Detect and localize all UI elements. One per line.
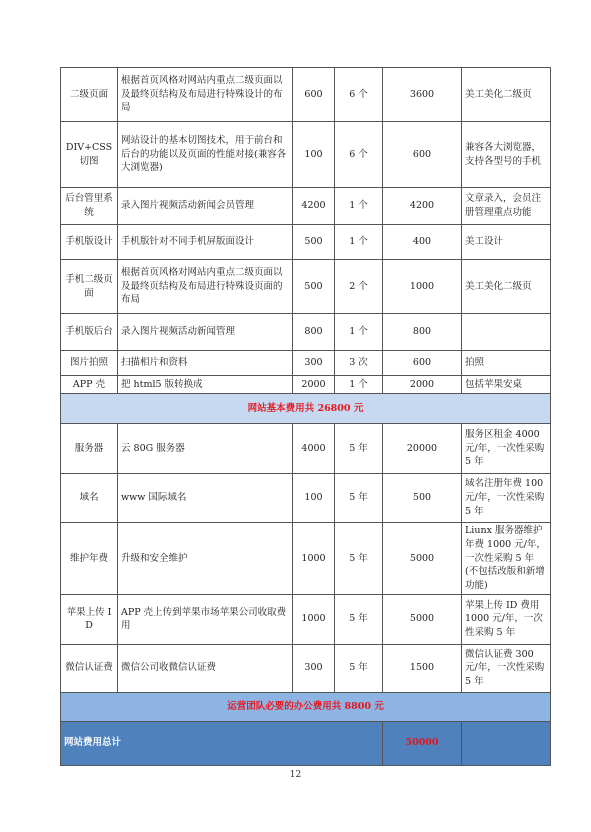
subtotal: 1000 — [383, 260, 462, 314]
quantity: 6 个 — [335, 122, 383, 188]
remark: 苹果上传 ID 费用 1000 元/年，一次性采购 5 年 — [462, 594, 551, 644]
item-name: 后台管里系统 — [61, 188, 118, 225]
subtotal: 1500 — [383, 644, 462, 692]
table-row — [61, 376, 551, 394]
table-row — [61, 523, 551, 595]
item-name: DIV+CSS 切图 — [61, 122, 118, 188]
item-description: 网站设计的基本切图技术，用于前台和后台的功能以及页面的性能对接(兼容各大浏览器) — [118, 122, 293, 188]
item-name: 图片拍照 — [61, 351, 118, 376]
table-row — [61, 68, 551, 122]
item-description: 升级和安全维护 — [118, 523, 293, 595]
table-row — [61, 351, 551, 376]
quantity: 5 年 — [335, 474, 383, 523]
remark: 文章录入，会员注册管理重点功能 — [462, 188, 551, 225]
item-name: 手机版后台 — [61, 314, 118, 351]
remark: 包括苹果安桌 — [462, 376, 551, 394]
item-description: www 国际域名 — [118, 474, 293, 523]
remark: 美工设计 — [462, 225, 551, 260]
unit-price: 100 — [293, 122, 335, 188]
basic-fee-summary-row — [61, 394, 551, 424]
table-row — [61, 474, 551, 523]
subtotal: 600 — [383, 122, 462, 188]
subtotal: 4200 — [383, 188, 462, 225]
quantity: 5 年 — [335, 644, 383, 692]
table-row — [61, 122, 551, 188]
unit-price: 300 — [293, 351, 335, 376]
item-description: 扫描相片和资料 — [118, 351, 293, 376]
item-description: 根据首页风格对网站内重点二级页面以及最终页结构及布局进行特殊设页面的布局 — [118, 260, 293, 314]
item-name: 域名 — [61, 474, 118, 523]
item-name: APP 壳 — [61, 376, 118, 394]
quantity: 3 次 — [335, 351, 383, 376]
remark: 拍照 — [462, 351, 551, 376]
item-description: 云 80G 服务器 — [118, 424, 293, 474]
item-description: 录入图片视频活动新闻管理 — [118, 314, 293, 351]
table-row — [61, 424, 551, 474]
unit-price: 800 — [293, 314, 335, 351]
item-name: 微信认证费 — [61, 644, 118, 692]
quantity: 5 年 — [335, 523, 383, 595]
quantity: 1 个 — [335, 188, 383, 225]
grand-total-row — [61, 721, 551, 765]
item-description: 手机版针对不同手机屏版面设计 — [118, 225, 293, 260]
unit-price: 4000 — [293, 424, 335, 474]
subtotal: 5000 — [383, 594, 462, 644]
remark: 微信认证费 300 元/年，一次性采购 5 年 — [462, 644, 551, 692]
remark: 美工美化二级页 — [462, 260, 551, 314]
grand-total-empty-cell — [462, 721, 551, 765]
item-name: 服务器 — [61, 424, 118, 474]
remark: 域名注册年费 100 元/年，一次性采购 5 年 — [462, 474, 551, 523]
item-name: 二级页面 — [61, 68, 118, 122]
item-name: 手机二级页面 — [61, 260, 118, 314]
quantity: 6 个 — [335, 68, 383, 122]
subtotal: 500 — [383, 474, 462, 523]
item-name: 手机版设计 — [61, 225, 118, 260]
unit-price: 100 — [293, 474, 335, 523]
unit-price: 1000 — [293, 523, 335, 595]
unit-price: 4200 — [293, 188, 335, 225]
unit-price: 500 — [293, 225, 335, 260]
unit-price: 300 — [293, 644, 335, 692]
table-row — [61, 594, 551, 644]
grand-total-amount: 50000 — [383, 721, 462, 765]
quantity: 5 年 — [335, 594, 383, 644]
unit-price: 2000 — [293, 376, 335, 394]
subtotal: 800 — [383, 314, 462, 351]
quantity: 1 个 — [335, 225, 383, 260]
subtotal: 600 — [383, 351, 462, 376]
unit-price: 1000 — [293, 594, 335, 644]
remark — [462, 314, 551, 351]
subtotal: 20000 — [383, 424, 462, 474]
item-description: 录入图片视频活动新闻会员管理 — [118, 188, 293, 225]
remark: 服务区租金 4000 元/年，一次性采购 5 年 — [462, 424, 551, 474]
item-name: 维护年费 — [61, 523, 118, 595]
item-name: 苹果上传 ID — [61, 594, 118, 644]
item-description: 微信公司收微信认证费 — [118, 644, 293, 692]
subtotal: 400 — [383, 225, 462, 260]
page-number: 12 — [289, 770, 302, 780]
ops-fee-summary: 运营团队必要的办公费用共 8800 元 — [61, 692, 551, 721]
table-row — [61, 188, 551, 225]
subtotal: 5000 — [383, 523, 462, 595]
quote-table — [60, 67, 551, 766]
quantity: 5 年 — [335, 424, 383, 474]
quantity: 2 个 — [335, 260, 383, 314]
quantity: 1 个 — [335, 314, 383, 351]
table-row — [61, 314, 551, 351]
item-description: 根据首页风格对网站内重点二级页面以及最终页结构及布局进行特殊设计的布局 — [118, 68, 293, 122]
remark: Liunx 服务器维护年费 1000 元/年，一次性采购 5 年(不包括改版和新增功能) — [462, 523, 551, 595]
quantity: 1 个 — [335, 376, 383, 394]
table-row — [61, 260, 551, 314]
subtotal: 2000 — [383, 376, 462, 394]
ops-fee-summary-row — [61, 692, 551, 721]
table-row — [61, 644, 551, 692]
item-description: 把 html5 版转换成 — [118, 376, 293, 394]
table-row — [61, 225, 551, 260]
unit-price: 500 — [293, 260, 335, 314]
item-description: APP 壳上传到苹果市场苹果公司收取费用 — [118, 594, 293, 644]
remark: 兼容各大浏览器，支持各型号的手机 — [462, 122, 551, 188]
basic-fee-summary: 网站基本费用共 26800 元 — [61, 394, 551, 424]
unit-price: 600 — [293, 68, 335, 122]
grand-total-label: 网站费用总计 — [61, 721, 383, 765]
remark: 美工美化二级页 — [462, 68, 551, 122]
subtotal: 3600 — [383, 68, 462, 122]
